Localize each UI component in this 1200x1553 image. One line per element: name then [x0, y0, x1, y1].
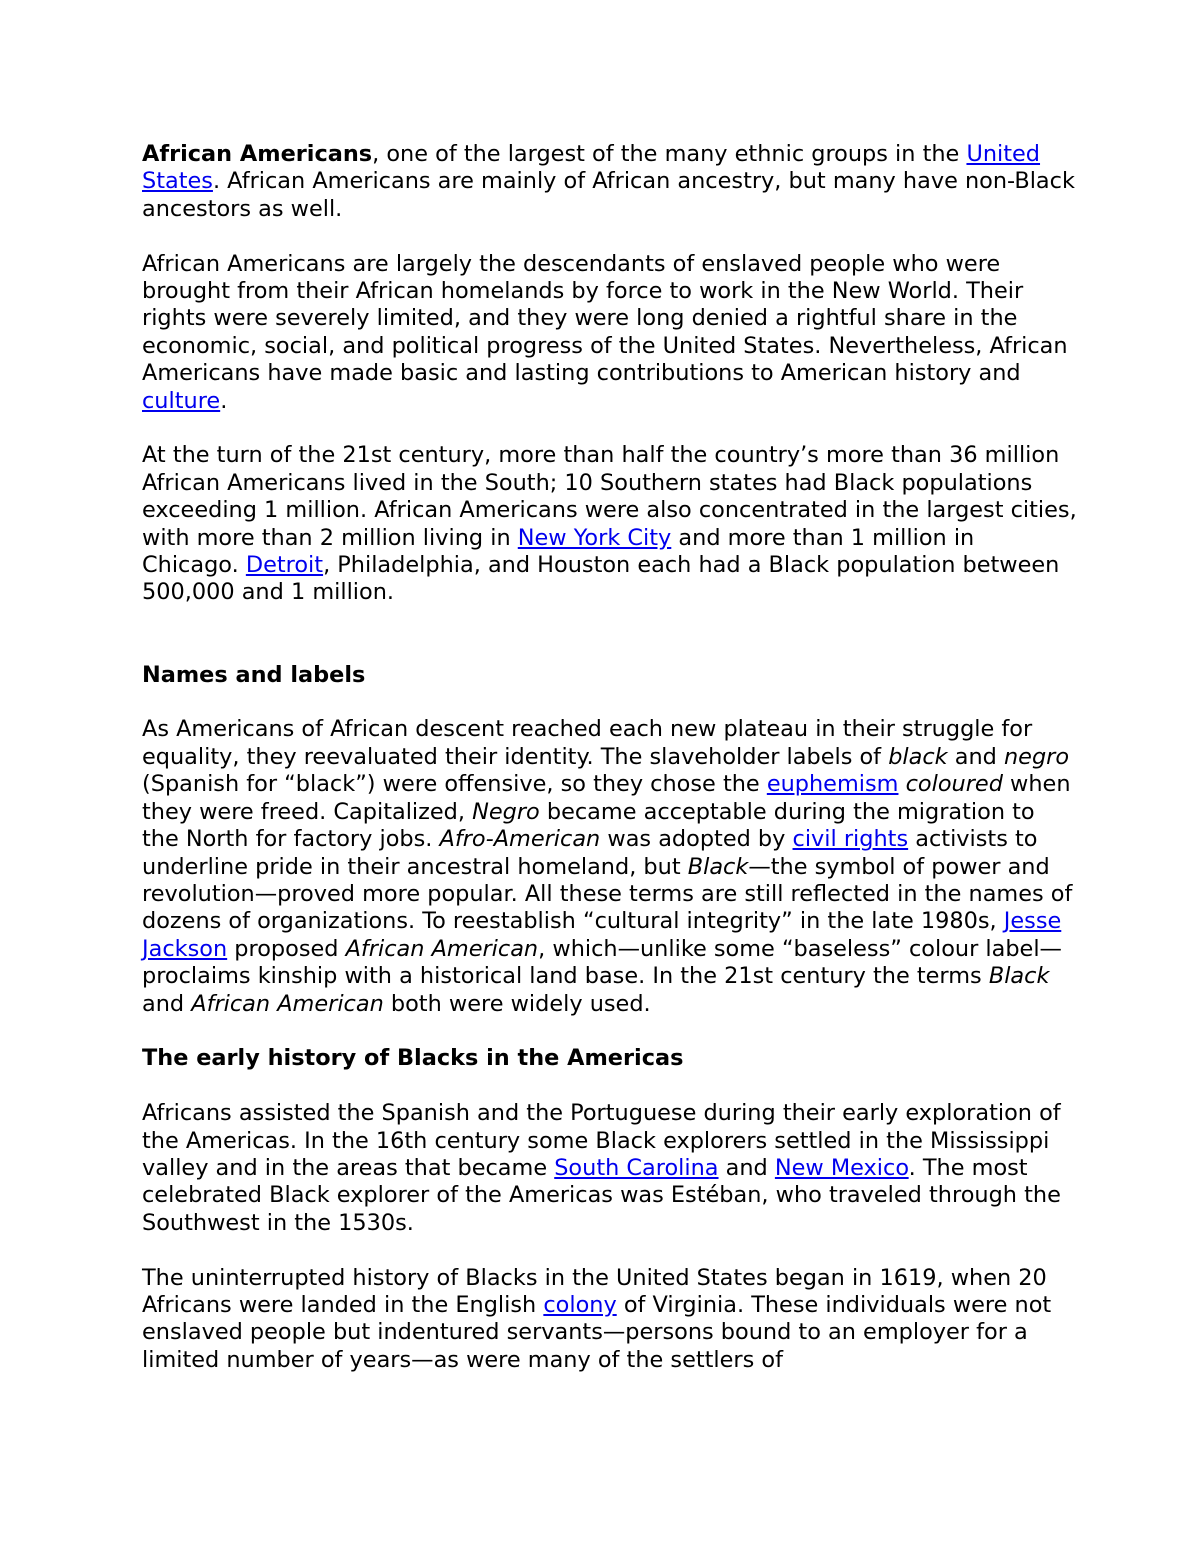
text-run: Africans assisted the Spanish and the Portuguese during their early exploration of the Americas. In the 16th century some Black explorers settled in the Mississippi valley and in the areas that became [142, 1100, 1061, 1181]
text-run: activists to underline pride in their ancestral homeland, but [142, 826, 1038, 880]
text-run: (Spanish for “black”) were offensive, so they chose the [142, 771, 767, 798]
link-detroit[interactable]: Detroit [245, 552, 324, 579]
text-run: was adopted by [600, 826, 793, 853]
link-new-mexico[interactable]: New Mexico [774, 1154, 909, 1181]
link-new-york-city[interactable]: New York City [517, 524, 672, 551]
text-run: proposed [227, 935, 346, 962]
link-colony[interactable]: colony [543, 1291, 617, 1318]
population-paragraph [142, 442, 1077, 606]
text-run: , Philadelphia, and Houston each had a Black population between 500,000 and 1 million. [142, 552, 1060, 606]
italic-term: African American [191, 990, 384, 1017]
link-jesse-jackson[interactable]: Jesse Jackson [142, 908, 1062, 962]
text-run: . African Americans are mainly of African ancestry, but many have non-Black ancestors as well. [142, 168, 1075, 222]
text-run: both were widely used. [383, 990, 651, 1017]
text-run: of Virginia. These individuals were not enslaved people but indentured servants—persons bound to an employer for a limited number of years—as were many of the settlers of [142, 1291, 1052, 1373]
link-euphemism[interactable]: euphemism [766, 771, 899, 798]
italic-term: black [888, 743, 948, 770]
intro-paragraph [142, 141, 1077, 223]
names-paragraph [142, 716, 1077, 1017]
explorers-paragraph [142, 1100, 1077, 1237]
text-run: . The most celebrated Black explorer of the Americas was Estéban, who traveled through the Southwest in the 1530s. [142, 1154, 1061, 1236]
text-run: —the symbol of power and revolution—proved more popular. All these terms are still reflected in the names of dozens of organizations. To reestablish “cultural integrity” in the late 1980s, [142, 853, 1073, 935]
text-run: As Americans of African descent reached each new plateau in their struggle for equality, they reevaluated their identity. The slaveholder labels of [142, 716, 1033, 770]
italic-term: Black [687, 853, 749, 880]
italic-term: coloured [905, 771, 1003, 798]
text-run: when they were freed. Capitalized, [142, 771, 1071, 825]
link-culture[interactable]: culture [142, 387, 221, 414]
lead-term: African Americans [142, 141, 373, 167]
text-run: and more than 1 million in Chicago. [142, 524, 975, 579]
text-run: and [947, 743, 1004, 770]
link-south-carolina[interactable]: South Carolina [554, 1154, 719, 1181]
italic-term: African American [345, 935, 539, 962]
text-run: became acceptable during the migration to the North for factory jobs. [142, 798, 1035, 853]
text-run: African Americans are largely the descendants of enslaved people who were brought from their African homelands by force to work in the New World. Their rights were severely limited, and they were long denied a rightful share in the economic, social, and political progress of the United States. Nevertheless, African Americans have made basic and lasting contributions to American history and [142, 250, 1068, 387]
article-body [142, 141, 1077, 1374]
text-run: The uninterrupted history of Blacks in the United States began in 1619, when 20 Africans were landed in the English [142, 1264, 1047, 1318]
link-civil-rights[interactable]: civil rights [792, 826, 909, 853]
text-run [898, 771, 905, 797]
italic-term: negro [1003, 743, 1070, 770]
virginia-paragraph [142, 1265, 1077, 1375]
heading-early-history: The early history of Blacks in the Americas [142, 1045, 684, 1072]
italic-term: Negro [472, 798, 540, 825]
heading-names-and-labels: Names and labels [142, 661, 366, 688]
text-run: . [220, 387, 228, 414]
link-united-states[interactable]: United States [142, 141, 1041, 195]
text-run: and [142, 990, 192, 1017]
text-run: and [718, 1154, 775, 1181]
text-run: At the turn of the 21st century, more than half the country’s more than 36 million African Americans lived in the South; 10 Southern states had Black populations exceeding 1 million. African Americans were also concentrated in the largest cities, with more than 2 million living in [142, 442, 1077, 551]
descendants-paragraph [142, 251, 1077, 415]
italic-term: Black [988, 963, 1050, 990]
text-run: , which—unlike some “baseless” colour label—proclaims kinship with a historical land base. In the 21st century the terms [142, 935, 1062, 990]
text-run: , one of the largest of the many ethnic groups in the [372, 141, 967, 167]
italic-term: Afro-American [439, 826, 601, 853]
